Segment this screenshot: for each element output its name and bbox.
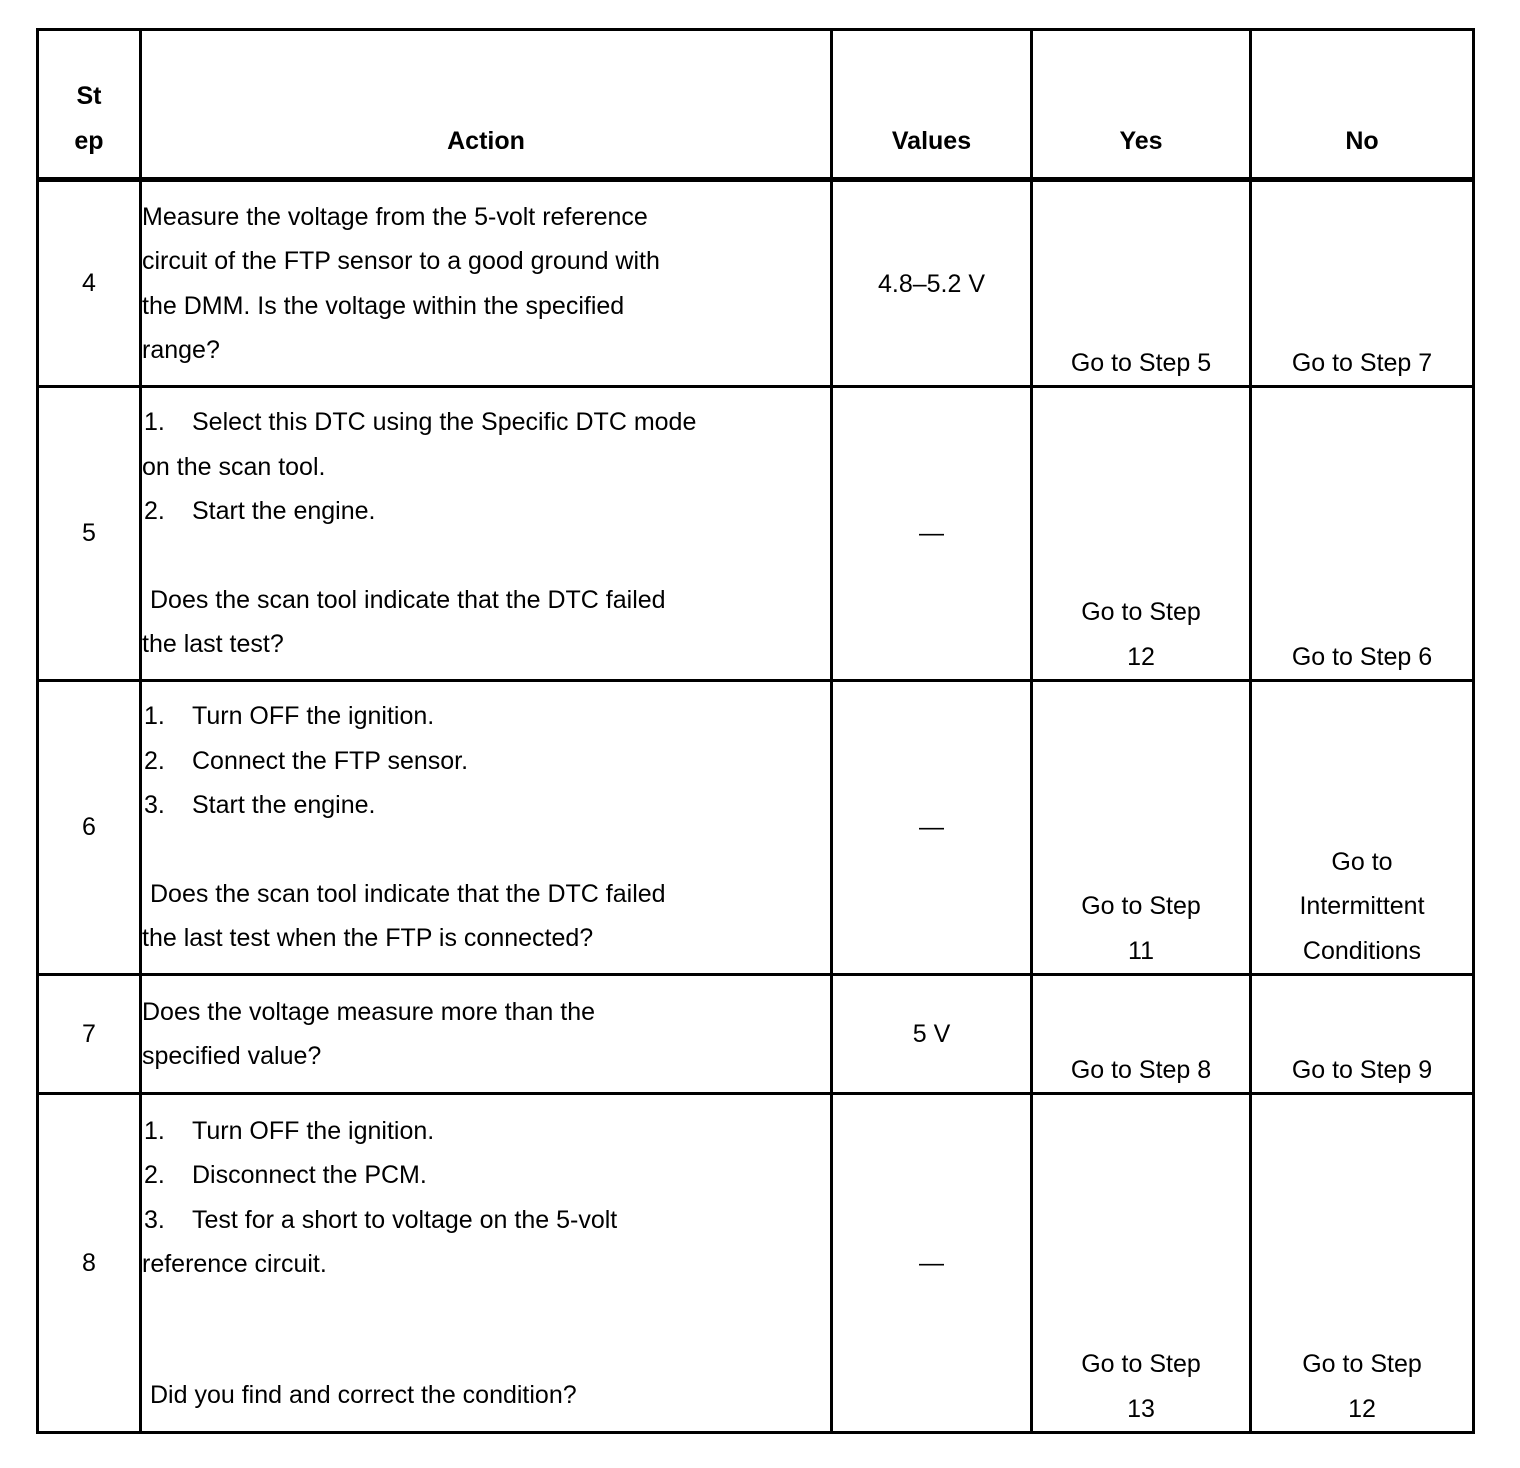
values-cell: — xyxy=(832,681,1032,975)
header-step: St ep xyxy=(38,30,141,180)
action-cell: 1. Select this DTC using the Specific DTC mode on the scan tool. 2. Start the engine. Does the scan tool indicate that the DTC failed the last test? xyxy=(141,387,832,681)
action-cell: 1. Turn OFF the ignition. 2. Connect the FTP sensor. 3. Start the engine. Does the scan tool indicate that the DTC failed the last test when the FTP is connected? xyxy=(141,681,832,975)
step-number: 4 xyxy=(38,180,141,387)
yes-cell: Go to Step 8 xyxy=(1032,975,1251,1094)
table-row xyxy=(38,387,1474,681)
table-row xyxy=(38,180,1474,387)
header-yes: Yes xyxy=(1032,30,1251,180)
no-cell: Go to Step 9 xyxy=(1251,975,1474,1094)
yes-cell: Go to Step 13 xyxy=(1032,1094,1251,1433)
step-number: 6 xyxy=(38,681,141,975)
values-cell: — xyxy=(832,1094,1032,1433)
no-cell: Go to Intermittent Conditions xyxy=(1251,681,1474,975)
action-cell: 1. Turn OFF the ignition. 2. Disconnect the PCM. 3. Test for a short to voltage on the 5-volt reference circuit. Did you find and correct the condition? xyxy=(141,1094,832,1433)
header-row xyxy=(38,30,1474,180)
table-row xyxy=(38,1094,1474,1433)
no-cell: Go to Step 6 xyxy=(1251,387,1474,681)
header-values: Values xyxy=(832,30,1032,180)
values-cell: — xyxy=(832,387,1032,681)
table-row xyxy=(38,975,1474,1094)
header-action: Action xyxy=(141,30,832,180)
action-cell: Does the voltage measure more than the specified value? xyxy=(141,975,832,1094)
values-cell: 4.8–5.2 V xyxy=(832,180,1032,387)
action-cell: Measure the voltage from the 5-volt reference circuit of the FTP sensor to a good ground with the DMM. Is the voltage within the specified range? xyxy=(141,180,832,387)
diagnostic-table xyxy=(36,28,1475,1434)
table-row xyxy=(38,681,1474,975)
yes-cell: Go to Step 5 xyxy=(1032,180,1251,387)
no-cell: Go to Step 12 xyxy=(1251,1094,1474,1433)
no-cell: Go to Step 7 xyxy=(1251,180,1474,387)
values-cell: 5 V xyxy=(832,975,1032,1094)
yes-cell: Go to Step 12 xyxy=(1032,387,1251,681)
step-number: 5 xyxy=(38,387,141,681)
step-number: 8 xyxy=(38,1094,141,1433)
yes-cell: Go to Step 11 xyxy=(1032,681,1251,975)
header-no: No xyxy=(1251,30,1474,180)
step-number: 7 xyxy=(38,975,141,1094)
